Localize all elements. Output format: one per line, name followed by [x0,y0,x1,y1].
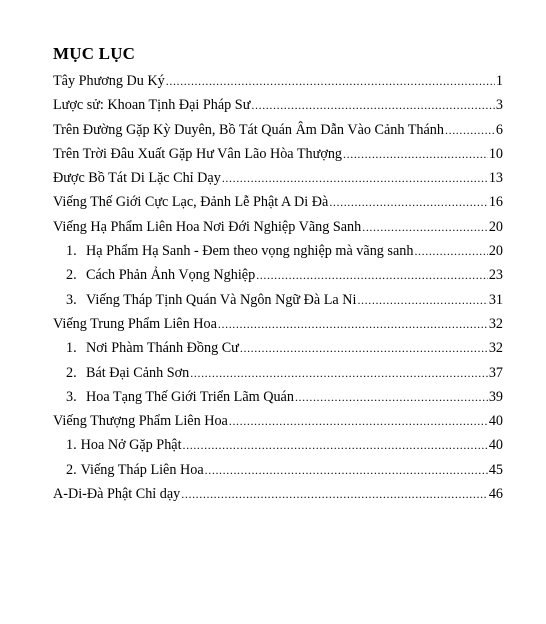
toc-entry[interactable] [53,409,503,433]
toc-subentry-number: 2. [66,267,77,284]
toc-entry-label: Trên Đường Gặp Kỳ Duyên, Bồ Tát Quán Âm Dẫn Vào Cảnh Thánh [53,121,444,138]
toc-entry-page: 23 [488,267,503,284]
toc-entry-page: 39 [488,388,503,405]
toc-subentry[interactable] [53,385,503,409]
toc-entry-label: Hoa Tạng Thế Giới Triển Lãm Quán [86,388,294,405]
toc-entry-label: A-Di-Đà Phật Chỉ dạy [53,486,181,503]
toc-entry-label: Nơi Phàm Thánh Đồng Cư [86,340,239,357]
dot-leader [329,190,488,214]
toc-entry-label: Viếng Thượng Phẩm Liên Hoa [53,413,228,430]
toc-entry[interactable] [53,142,503,166]
toc-entry[interactable] [53,118,503,142]
toc-page [53,44,503,506]
toc-entry-label: Tây Phương Du Ký [53,73,165,89]
toc-title: MỤC LỤC [53,44,136,63]
toc-entry-page: 6 [495,121,503,138]
toc-subentry-number: 2. [66,364,77,381]
dot-leader [166,69,495,93]
toc-entry-label: Cách Phản Ảnh Vọng Nghiệp [86,267,256,284]
toc-subentry-number: 1. [66,243,77,260]
toc-entry[interactable] [53,69,503,93]
toc-entry-page: 13 [488,170,503,187]
toc-entry-page: 1 [495,73,503,89]
dot-leader [256,263,488,287]
dot-leader [295,385,488,409]
toc-subentry-number: 2. [66,461,77,478]
dot-leader [343,142,488,166]
toc-entry-page: 10 [488,145,503,162]
toc-entry-page: 31 [488,291,503,308]
toc-subentry[interactable] [53,433,503,457]
toc-entry-page: 37 [488,364,503,381]
toc-subentry[interactable] [53,361,503,385]
dot-leader [183,433,488,457]
toc-subentry[interactable] [53,263,503,287]
toc-entry-label: Hạ Phẩm Hạ Sanh - Đem theo vọng nghiệp mà vãng sanh [86,243,414,260]
dot-leader [357,288,487,312]
toc-entry-label: Viếng Hạ Phẩm Liên Hoa Nơi Đới Nghiệp Vãng Sanh [53,218,362,235]
toc-entry-label: Lược sử: Khoan Tịnh Đại Pháp Sư [53,97,251,114]
toc-entry-page: 40 [488,437,503,454]
toc-entry-page: 45 [488,461,503,478]
toc-entry-page: 32 [488,315,503,332]
dot-leader [362,215,488,239]
toc-entry[interactable] [53,312,503,336]
toc-entry-label: Được Bồ Tát Di Lặc Chỉ Dạy [53,170,221,187]
dot-leader [222,166,488,190]
toc-subentry-number: 3. [66,388,77,405]
toc-subentry[interactable] [53,336,503,360]
dot-leader [218,312,488,336]
toc-entry-page: 20 [488,243,503,260]
dot-leader [445,118,495,142]
toc-entry-page: 46 [488,486,503,503]
toc-entry-label: Hoa Nở Gặp Phật [80,437,182,454]
toc-entry-label: Trên Trời Đâu Xuất Gặp Hư Vân Lão Hòa Thượng [53,145,343,162]
toc-entry-page: 16 [488,194,503,211]
toc-entry-label: Bát Đại Cảnh Sơn [86,364,190,381]
toc-entry[interactable] [53,93,503,117]
toc-entry[interactable] [53,190,503,214]
toc-entry-page: 32 [488,340,503,357]
toc-subentry-number: 3. [66,291,77,308]
toc-entry[interactable] [53,482,503,506]
toc-subentry[interactable] [53,288,503,312]
toc-entry-page: 40 [488,413,503,430]
toc-subentry-number: 1. [66,437,77,454]
toc-subentry[interactable] [53,458,503,482]
dot-leader [190,361,488,385]
dot-leader [229,409,488,433]
dot-leader [205,458,488,482]
dot-leader [414,239,487,263]
dot-leader [251,93,495,117]
toc-entry[interactable] [53,166,503,190]
toc-list [53,69,503,506]
toc-entry-label: Viếng Tháp Liên Hoa [80,461,204,478]
toc-entry-label: Viếng Thế Giới Cực Lạc, Đảnh Lễ Phật A Di Đà [53,194,329,211]
toc-entry-label: Viếng Tháp Tịnh Quán Và Ngôn Ngữ Đà La Ni [86,291,357,308]
dot-leader [240,336,488,360]
toc-entry-label: Viếng Trung Phẩm Liên Hoa [53,315,217,332]
toc-entry[interactable] [53,215,503,239]
dot-leader [181,482,488,506]
toc-subentry[interactable] [53,239,503,263]
toc-entry-page: 20 [488,218,503,235]
toc-subentry-number: 1. [66,340,77,357]
toc-entry-page: 3 [495,97,503,114]
